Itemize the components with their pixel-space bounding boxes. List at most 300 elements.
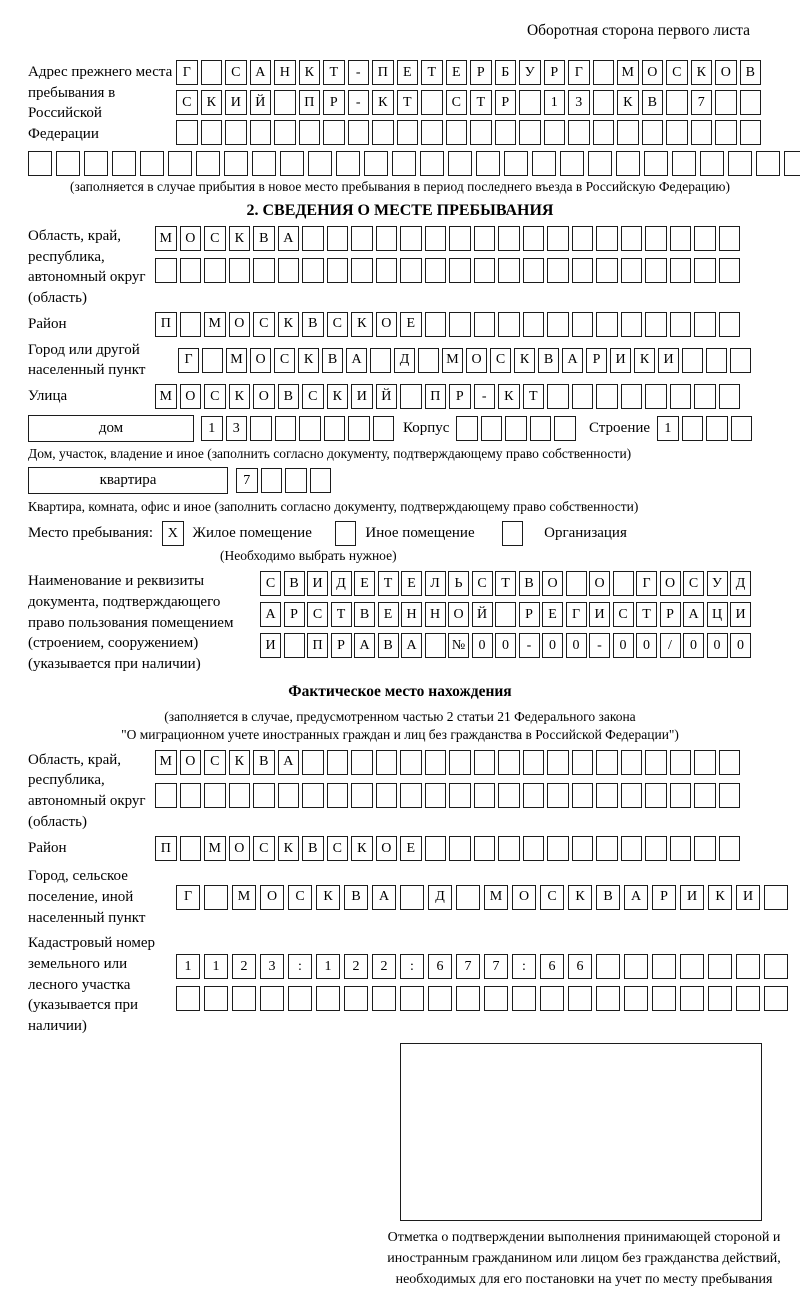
char-cell[interactable] <box>474 783 496 808</box>
char-cell[interactable]: П <box>372 60 394 85</box>
char-cell[interactable]: А <box>278 750 300 775</box>
char-cell[interactable] <box>624 954 648 979</box>
char-cell[interactable]: С <box>274 348 295 373</box>
char-cell[interactable]: 0 <box>683 633 704 658</box>
char-cell[interactable]: Г <box>566 602 587 627</box>
char-cell[interactable]: Т <box>378 571 399 596</box>
char-cell[interactable]: С <box>666 60 688 85</box>
char-cell[interactable] <box>140 151 164 176</box>
char-cell[interactable] <box>694 226 716 251</box>
char-cell[interactable]: Р <box>470 60 492 85</box>
char-cell[interactable] <box>425 836 447 861</box>
char-cell[interactable] <box>425 783 447 808</box>
char-cell[interactable]: А <box>260 602 281 627</box>
char-cell[interactable] <box>596 783 618 808</box>
char-cell[interactable]: У <box>519 60 541 85</box>
char-cell[interactable]: С <box>490 348 511 373</box>
char-cell[interactable]: Д <box>331 571 352 596</box>
residential-checkbox[interactable]: X <box>162 521 184 546</box>
char-cell[interactable]: 2 <box>344 954 368 979</box>
char-cell[interactable]: / <box>660 633 681 658</box>
char-cell[interactable]: Г <box>178 348 199 373</box>
char-cell[interactable] <box>547 836 569 861</box>
char-cell[interactable]: А <box>562 348 583 373</box>
char-cell[interactable] <box>670 312 692 337</box>
char-cell[interactable]: А <box>250 60 272 85</box>
char-cell[interactable] <box>202 348 223 373</box>
char-cell[interactable]: 1 <box>201 416 223 441</box>
char-cell[interactable]: 0 <box>566 633 587 658</box>
char-cell[interactable]: М <box>232 885 256 910</box>
char-cell[interactable] <box>680 986 704 1011</box>
char-cell[interactable]: 1 <box>176 954 200 979</box>
char-cell[interactable] <box>719 750 741 775</box>
char-cell[interactable] <box>448 151 472 176</box>
char-cell[interactable]: Т <box>331 602 352 627</box>
char-cell[interactable] <box>323 120 345 145</box>
char-cell[interactable]: К <box>229 384 251 409</box>
char-cell[interactable]: 3 <box>260 954 284 979</box>
char-cell[interactable]: С <box>683 571 704 596</box>
char-cell[interactable]: Т <box>523 384 545 409</box>
char-cell[interactable] <box>719 783 741 808</box>
char-cell[interactable] <box>400 885 424 910</box>
char-cell[interactable] <box>397 120 419 145</box>
char-cell[interactable] <box>645 384 667 409</box>
char-cell[interactable] <box>670 226 692 251</box>
char-cell[interactable]: В <box>378 633 399 658</box>
char-cell[interactable] <box>456 416 478 441</box>
char-cell[interactable]: К <box>278 312 300 337</box>
char-cell[interactable] <box>370 348 391 373</box>
char-cell[interactable]: К <box>351 836 373 861</box>
char-cell[interactable] <box>504 151 528 176</box>
char-cell[interactable]: С <box>176 90 198 115</box>
char-cell[interactable] <box>229 783 251 808</box>
char-cell[interactable] <box>476 151 500 176</box>
char-cell[interactable] <box>645 783 667 808</box>
char-cell[interactable] <box>327 750 349 775</box>
char-cell[interactable] <box>449 836 471 861</box>
char-cell[interactable]: А <box>624 885 648 910</box>
char-cell[interactable] <box>261 468 283 493</box>
char-cell[interactable] <box>652 986 676 1011</box>
char-cell[interactable] <box>274 90 296 115</box>
char-cell[interactable]: Е <box>542 602 563 627</box>
char-cell[interactable] <box>498 312 520 337</box>
char-cell[interactable] <box>336 151 360 176</box>
char-cell[interactable] <box>420 151 444 176</box>
char-cell[interactable] <box>250 416 272 441</box>
char-cell[interactable] <box>456 885 480 910</box>
char-cell[interactable] <box>596 226 618 251</box>
char-cell[interactable] <box>348 416 370 441</box>
char-cell[interactable] <box>260 986 284 1011</box>
char-cell[interactable]: О <box>260 885 284 910</box>
char-cell[interactable]: О <box>589 571 610 596</box>
char-cell[interactable] <box>180 312 202 337</box>
char-cell[interactable]: Г <box>176 60 198 85</box>
char-cell[interactable] <box>694 836 716 861</box>
char-cell[interactable]: О <box>250 348 271 373</box>
char-cell[interactable]: П <box>155 312 177 337</box>
char-cell[interactable]: О <box>448 602 469 627</box>
char-cell[interactable] <box>670 258 692 283</box>
char-cell[interactable]: И <box>610 348 631 373</box>
char-cell[interactable] <box>400 986 424 1011</box>
char-cell[interactable]: 7 <box>484 954 508 979</box>
char-cell[interactable]: С <box>446 90 468 115</box>
char-cell[interactable] <box>596 836 618 861</box>
char-cell[interactable] <box>596 258 618 283</box>
char-cell[interactable] <box>425 258 447 283</box>
char-cell[interactable] <box>652 954 676 979</box>
char-cell[interactable] <box>621 312 643 337</box>
char-cell[interactable]: О <box>512 885 536 910</box>
char-cell[interactable] <box>756 151 780 176</box>
char-cell[interactable] <box>616 151 640 176</box>
char-cell[interactable]: Р <box>519 602 540 627</box>
char-cell[interactable] <box>708 954 732 979</box>
char-cell[interactable]: О <box>229 312 251 337</box>
char-cell[interactable]: С <box>253 312 275 337</box>
char-cell[interactable]: 2 <box>232 954 256 979</box>
char-cell[interactable] <box>449 226 471 251</box>
char-cell[interactable] <box>645 312 667 337</box>
char-cell[interactable]: В <box>302 836 324 861</box>
char-cell[interactable] <box>621 226 643 251</box>
char-cell[interactable] <box>593 90 615 115</box>
other-premises-checkbox[interactable] <box>335 521 357 546</box>
char-cell[interactable] <box>719 312 741 337</box>
char-cell[interactable]: 0 <box>707 633 728 658</box>
char-cell[interactable] <box>547 226 569 251</box>
char-cell[interactable]: Г <box>176 885 200 910</box>
char-cell[interactable]: Т <box>495 571 516 596</box>
char-cell[interactable]: Т <box>421 60 443 85</box>
char-cell[interactable]: С <box>225 60 247 85</box>
char-cell[interactable] <box>373 416 395 441</box>
char-cell[interactable] <box>731 416 753 441</box>
char-cell[interactable]: Т <box>470 90 492 115</box>
char-cell[interactable]: В <box>538 348 559 373</box>
char-cell[interactable]: Р <box>660 602 681 627</box>
char-cell[interactable]: Й <box>472 602 493 627</box>
char-cell[interactable] <box>645 258 667 283</box>
char-cell[interactable]: М <box>484 885 508 910</box>
char-cell[interactable]: О <box>642 60 664 85</box>
char-cell[interactable]: П <box>307 633 328 658</box>
char-cell[interactable] <box>708 986 732 1011</box>
char-cell[interactable]: 0 <box>542 633 563 658</box>
char-cell[interactable] <box>470 120 492 145</box>
char-cell[interactable]: О <box>376 836 398 861</box>
char-cell[interactable]: В <box>278 384 300 409</box>
char-cell[interactable]: О <box>253 384 275 409</box>
char-cell[interactable]: О <box>180 750 202 775</box>
char-cell[interactable] <box>449 783 471 808</box>
char-cell[interactable] <box>523 750 545 775</box>
char-cell[interactable] <box>670 783 692 808</box>
char-cell[interactable] <box>495 602 516 627</box>
char-cell[interactable]: Д <box>394 348 415 373</box>
char-cell[interactable]: О <box>466 348 487 373</box>
char-cell[interactable]: 6 <box>568 954 592 979</box>
char-cell[interactable]: А <box>372 885 396 910</box>
char-cell[interactable]: Р <box>495 90 517 115</box>
char-cell[interactable]: М <box>155 750 177 775</box>
char-cell[interactable]: М <box>155 384 177 409</box>
char-cell[interactable] <box>719 836 741 861</box>
char-cell[interactable]: : <box>400 954 424 979</box>
char-cell[interactable] <box>547 384 569 409</box>
char-cell[interactable] <box>566 571 587 596</box>
char-cell[interactable]: К <box>351 312 373 337</box>
char-cell[interactable]: В <box>322 348 343 373</box>
char-cell[interactable]: П <box>299 90 321 115</box>
char-cell[interactable] <box>372 986 396 1011</box>
char-cell[interactable] <box>176 986 200 1011</box>
char-cell[interactable]: К <box>708 885 732 910</box>
char-cell[interactable] <box>715 120 737 145</box>
char-cell[interactable]: С <box>204 226 226 251</box>
char-cell[interactable]: М <box>617 60 639 85</box>
char-cell[interactable] <box>201 120 223 145</box>
char-cell[interactable] <box>327 783 349 808</box>
char-cell[interactable]: - <box>474 384 496 409</box>
char-cell[interactable] <box>540 986 564 1011</box>
char-cell[interactable]: У <box>707 571 728 596</box>
char-cell[interactable] <box>621 783 643 808</box>
char-cell[interactable]: Ь <box>448 571 469 596</box>
char-cell[interactable]: П <box>155 836 177 861</box>
char-cell[interactable] <box>498 226 520 251</box>
char-cell[interactable] <box>425 633 446 658</box>
organization-checkbox[interactable] <box>502 521 524 546</box>
char-cell[interactable] <box>474 750 496 775</box>
char-cell[interactable]: 0 <box>495 633 516 658</box>
char-cell[interactable]: И <box>307 571 328 596</box>
char-cell[interactable]: К <box>229 226 251 251</box>
char-cell[interactable] <box>596 750 618 775</box>
char-cell[interactable] <box>224 151 248 176</box>
char-cell[interactable] <box>715 90 737 115</box>
char-cell[interactable] <box>484 986 508 1011</box>
char-cell[interactable] <box>425 312 447 337</box>
char-cell[interactable]: К <box>278 836 300 861</box>
char-cell[interactable] <box>204 885 228 910</box>
char-cell[interactable] <box>275 416 297 441</box>
char-cell[interactable]: В <box>519 571 540 596</box>
char-cell[interactable] <box>572 783 594 808</box>
char-cell[interactable] <box>672 151 696 176</box>
char-cell[interactable] <box>764 885 788 910</box>
char-cell[interactable] <box>670 384 692 409</box>
char-cell[interactable] <box>544 120 566 145</box>
char-cell[interactable] <box>400 258 422 283</box>
char-cell[interactable] <box>428 986 452 1011</box>
char-cell[interactable] <box>324 416 346 441</box>
char-cell[interactable] <box>680 954 704 979</box>
char-cell[interactable] <box>284 633 305 658</box>
char-cell[interactable] <box>593 120 615 145</box>
char-cell[interactable] <box>523 836 545 861</box>
char-cell[interactable]: Т <box>323 60 345 85</box>
char-cell[interactable]: 3 <box>226 416 248 441</box>
char-cell[interactable]: 1 <box>657 416 679 441</box>
char-cell[interactable]: Е <box>397 60 419 85</box>
char-cell[interactable] <box>344 986 368 1011</box>
char-cell[interactable] <box>351 783 373 808</box>
char-cell[interactable] <box>736 986 760 1011</box>
char-cell[interactable] <box>425 226 447 251</box>
char-cell[interactable] <box>204 986 228 1011</box>
char-cell[interactable] <box>670 750 692 775</box>
char-cell[interactable] <box>421 90 443 115</box>
char-cell[interactable] <box>392 151 416 176</box>
char-cell[interactable]: С <box>472 571 493 596</box>
char-cell[interactable]: И <box>260 633 281 658</box>
char-cell[interactable]: К <box>298 348 319 373</box>
char-cell[interactable]: В <box>596 885 620 910</box>
char-cell[interactable] <box>670 836 692 861</box>
char-cell[interactable]: 0 <box>613 633 634 658</box>
char-cell[interactable]: Г <box>568 60 590 85</box>
char-cell[interactable]: К <box>691 60 713 85</box>
char-cell[interactable] <box>253 258 275 283</box>
char-cell[interactable] <box>621 258 643 283</box>
char-cell[interactable]: О <box>180 384 202 409</box>
char-cell[interactable] <box>327 258 349 283</box>
char-cell[interactable] <box>280 151 304 176</box>
char-cell[interactable]: - <box>589 633 610 658</box>
char-cell[interactable]: М <box>226 348 247 373</box>
char-cell[interactable]: С <box>327 836 349 861</box>
char-cell[interactable]: 7 <box>456 954 480 979</box>
char-cell[interactable] <box>621 384 643 409</box>
char-cell[interactable]: Р <box>331 633 352 658</box>
char-cell[interactable] <box>400 384 422 409</box>
char-cell[interactable]: К <box>299 60 321 85</box>
char-cell[interactable]: С <box>307 602 328 627</box>
char-cell[interactable]: Г <box>636 571 657 596</box>
char-cell[interactable] <box>645 836 667 861</box>
char-cell[interactable] <box>351 750 373 775</box>
char-cell[interactable]: С <box>204 384 226 409</box>
char-cell[interactable]: О <box>376 312 398 337</box>
char-cell[interactable] <box>252 151 276 176</box>
char-cell[interactable] <box>201 60 223 85</box>
char-cell[interactable] <box>229 258 251 283</box>
char-cell[interactable] <box>617 120 639 145</box>
char-cell[interactable]: А <box>354 633 375 658</box>
char-cell[interactable]: П <box>425 384 447 409</box>
char-cell[interactable] <box>621 750 643 775</box>
char-cell[interactable] <box>474 258 496 283</box>
char-cell[interactable] <box>547 312 569 337</box>
char-cell[interactable] <box>446 120 468 145</box>
char-cell[interactable]: В <box>253 226 275 251</box>
char-cell[interactable] <box>642 120 664 145</box>
char-cell[interactable] <box>682 416 704 441</box>
char-cell[interactable] <box>302 783 324 808</box>
char-cell[interactable]: 6 <box>428 954 452 979</box>
char-cell[interactable]: С <box>302 384 324 409</box>
char-cell[interactable] <box>302 226 324 251</box>
char-cell[interactable]: 7 <box>236 468 258 493</box>
char-cell[interactable] <box>376 258 398 283</box>
char-cell[interactable] <box>316 986 340 1011</box>
char-cell[interactable]: - <box>348 90 370 115</box>
char-cell[interactable]: К <box>201 90 223 115</box>
char-cell[interactable] <box>784 151 800 176</box>
char-cell[interactable] <box>621 836 643 861</box>
char-cell[interactable] <box>196 151 220 176</box>
char-cell[interactable]: К <box>372 90 394 115</box>
char-cell[interactable]: Б <box>495 60 517 85</box>
char-cell[interactable]: Р <box>586 348 607 373</box>
char-cell[interactable]: И <box>680 885 704 910</box>
char-cell[interactable]: С <box>540 885 564 910</box>
char-cell[interactable]: А <box>278 226 300 251</box>
char-cell[interactable] <box>400 783 422 808</box>
char-cell[interactable]: № <box>448 633 469 658</box>
char-cell[interactable] <box>568 986 592 1011</box>
char-cell[interactable] <box>155 783 177 808</box>
char-cell[interactable] <box>719 258 741 283</box>
char-cell[interactable]: С <box>288 885 312 910</box>
char-cell[interactable]: Р <box>284 602 305 627</box>
char-cell[interactable] <box>519 90 541 115</box>
char-cell[interactable]: Е <box>446 60 468 85</box>
char-cell[interactable]: Т <box>397 90 419 115</box>
char-cell[interactable]: С <box>613 602 634 627</box>
char-cell[interactable] <box>449 750 471 775</box>
char-cell[interactable] <box>523 312 545 337</box>
char-cell[interactable]: Р <box>449 384 471 409</box>
char-cell[interactable] <box>572 750 594 775</box>
char-cell[interactable] <box>112 151 136 176</box>
char-cell[interactable]: К <box>514 348 535 373</box>
char-cell[interactable]: 0 <box>636 633 657 658</box>
char-cell[interactable]: - <box>519 633 540 658</box>
char-cell[interactable]: О <box>180 226 202 251</box>
char-cell[interactable]: Д <box>428 885 452 910</box>
char-cell[interactable]: А <box>346 348 367 373</box>
char-cell[interactable]: В <box>344 885 368 910</box>
char-cell[interactable] <box>327 226 349 251</box>
char-cell[interactable] <box>596 954 620 979</box>
char-cell[interactable]: К <box>634 348 655 373</box>
char-cell[interactable] <box>572 312 594 337</box>
char-cell[interactable] <box>180 258 202 283</box>
char-cell[interactable] <box>736 954 760 979</box>
char-cell[interactable] <box>376 750 398 775</box>
char-cell[interactable]: Е <box>354 571 375 596</box>
char-cell[interactable]: В <box>302 312 324 337</box>
char-cell[interactable] <box>613 571 634 596</box>
char-cell[interactable]: Ц <box>707 602 728 627</box>
char-cell[interactable] <box>719 226 741 251</box>
char-cell[interactable] <box>554 416 576 441</box>
char-cell[interactable] <box>764 954 788 979</box>
char-cell[interactable] <box>376 226 398 251</box>
char-cell[interactable] <box>547 750 569 775</box>
char-cell[interactable]: Е <box>401 571 422 596</box>
char-cell[interactable] <box>400 226 422 251</box>
char-cell[interactable]: Р <box>544 60 566 85</box>
char-cell[interactable] <box>547 783 569 808</box>
